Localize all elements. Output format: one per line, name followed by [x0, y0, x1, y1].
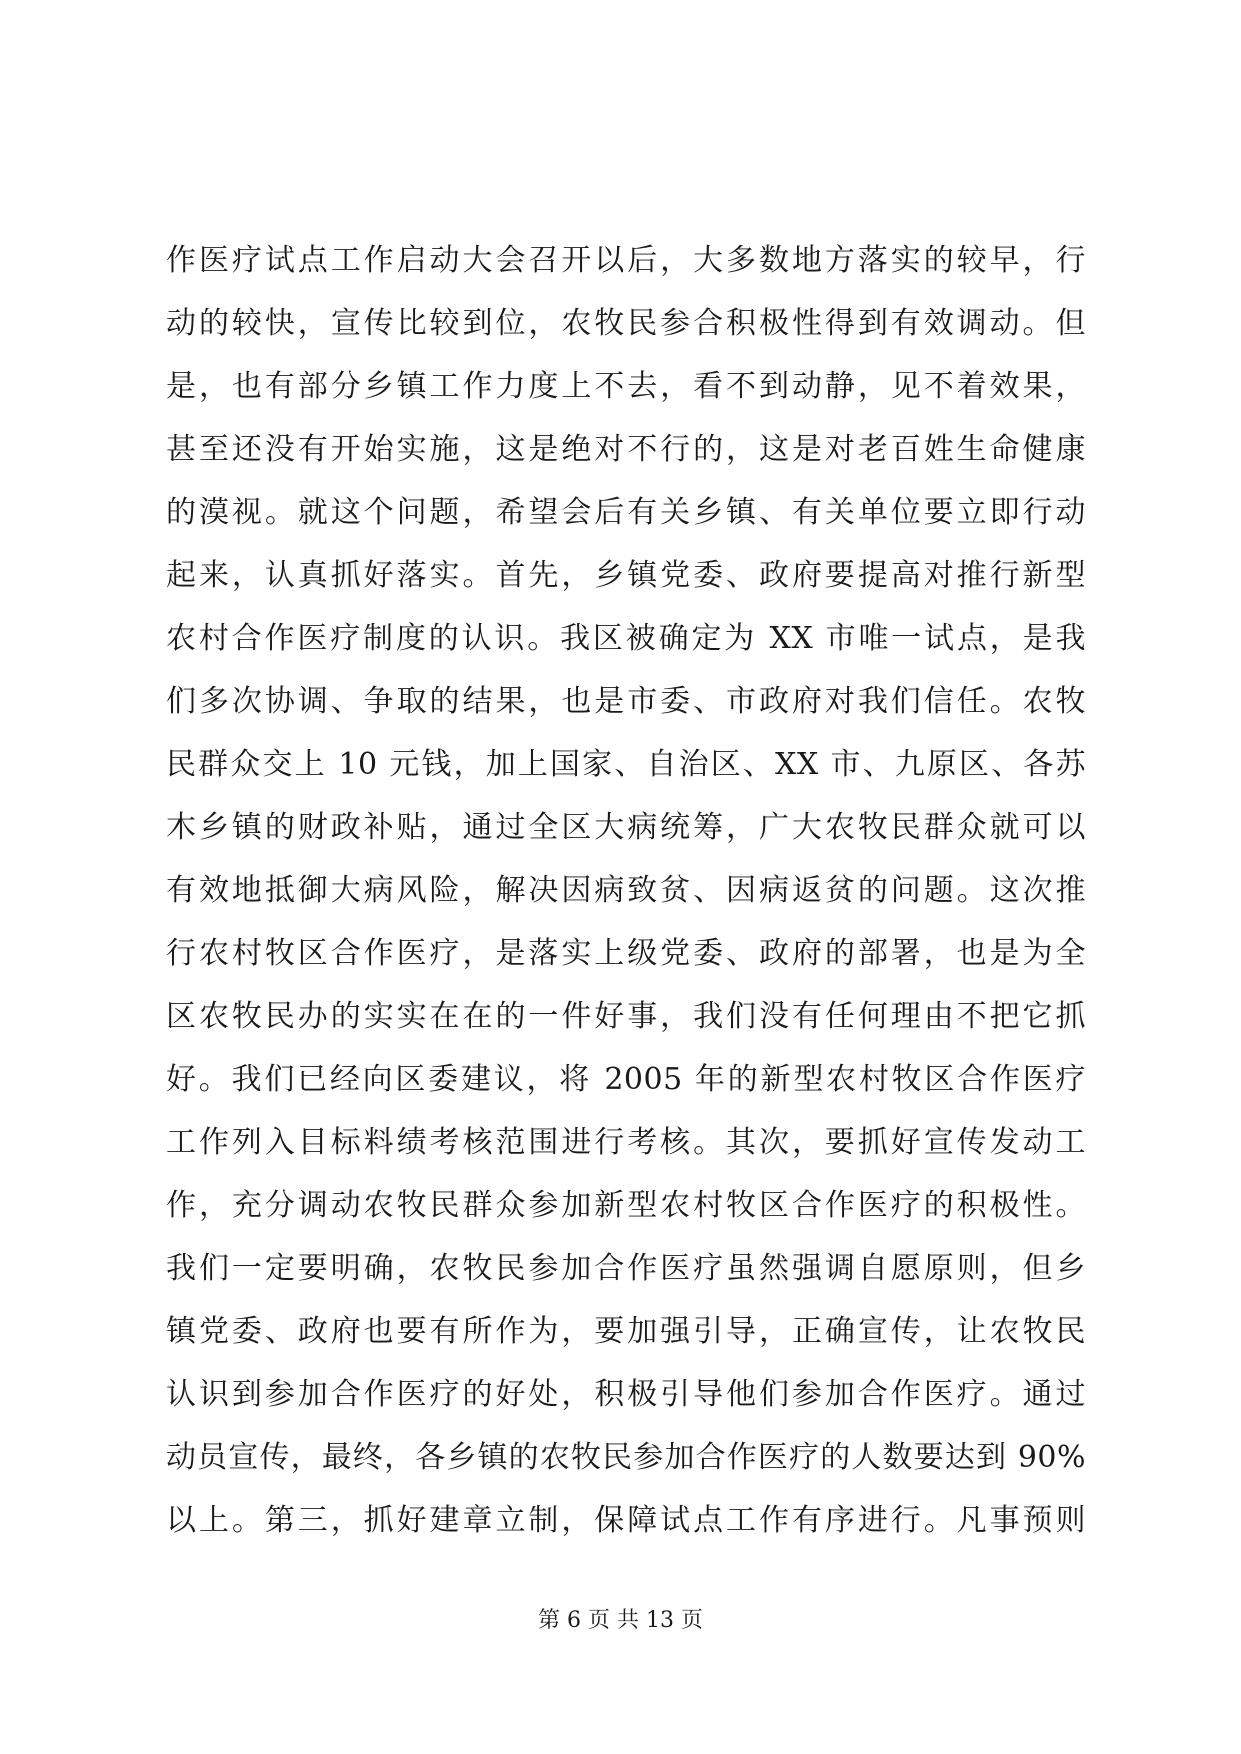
- text-line: 木乡镇的财政补贴，通过全区大病统筹，广大农牧民群众就可以: [166, 810, 1086, 845]
- text-line: 动的较快，宣传比较到位，农牧民参合积极性得到有效调动。但: [166, 306, 1086, 341]
- text-line: 甚至还没有开始实施，这是绝对不行的，这是对老百姓生命健康: [166, 432, 1086, 467]
- text-line: 农村合作医疗制度的认识。我区被确定为 XX 市唯一试点，是我: [166, 621, 1086, 656]
- text-line: 区农牧民办的实实在在的一件好事，我们没有任何理由不把它抓: [166, 999, 1086, 1034]
- text-line: 好。我们已经向区委建议，将 2005 年的新型农村牧区合作医疗: [166, 1062, 1086, 1097]
- text-line: 动员宣传，最终，各乡镇的农牧民参加合作医疗的人数要达到 90%: [166, 1440, 1086, 1475]
- body-text: [166, 229, 1086, 1552]
- text-line: 作医疗试点工作启动大会召开以后，大多数地方落实的较早，行: [166, 243, 1086, 278]
- text-line: 行农村牧区合作医疗，是落实上级党委、政府的部署，也是为全: [166, 936, 1086, 971]
- text-line: 是，也有部分乡镇工作力度上不去，看不到动静，见不着效果，: [166, 369, 1086, 404]
- text-line: 以上。第三，抓好建章立制，保障试点工作有序进行。凡事预则: [166, 1503, 1086, 1538]
- text-line: 们多次协调、争取的结果，也是市委、市政府对我们信任。农牧: [166, 684, 1086, 719]
- text-line: 作，充分调动农牧民群众参加新型农村牧区合作医疗的积极性。: [166, 1188, 1086, 1223]
- text-line: 镇党委、政府也要有所作为，要加强引导，正确宣传，让农牧民: [166, 1314, 1086, 1349]
- page-footer: [0, 1606, 1241, 1636]
- text-line: 民群众交上 10 元钱，加上国家、自治区、XX 市、九原区、各苏: [166, 747, 1086, 782]
- text-line: 认识到参加合作医疗的好处，积极引导他们参加合作医疗。通过: [166, 1377, 1086, 1412]
- text-line: 的漠视。就这个问题，希望会后有关乡镇、有关单位要立即行动: [166, 495, 1086, 530]
- text-line: 工作列入目标料绩考核范围进行考核。其次，要抓好宣传发动工: [166, 1125, 1086, 1160]
- page-number-label: 第 6 页 共 13 页: [538, 1608, 703, 1633]
- text-line: 我们一定要明确，农牧民参加合作医疗虽然强调自愿原则，但乡: [166, 1251, 1086, 1286]
- text-line: 有效地抵御大病风险，解决因病致贫、因病返贫的问题。这次推: [166, 873, 1086, 908]
- text-line: 起来，认真抓好落实。首先，乡镇党委、政府要提高对推行新型: [166, 558, 1086, 593]
